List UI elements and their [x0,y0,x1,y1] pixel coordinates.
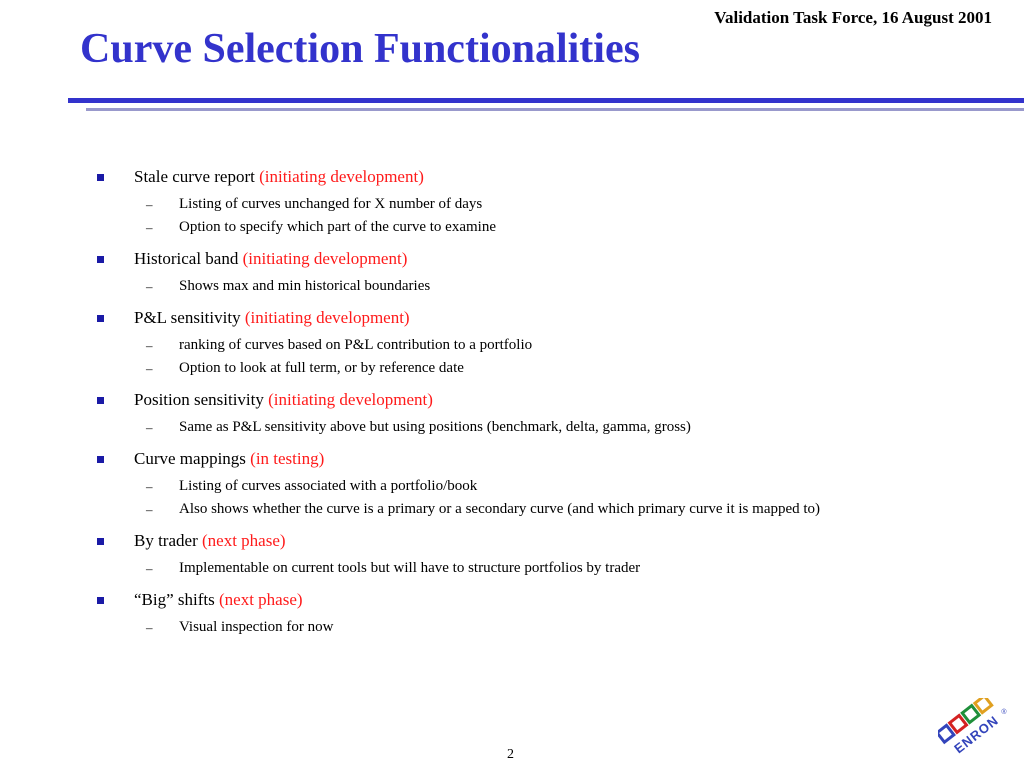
sub-bullet-item [134,216,984,239]
bullet-label: By trader [134,531,198,550]
sub-bullet-text: Listing of curves associated with a portfolio/book [179,478,478,494]
bullet-label: Stale curve report [134,167,255,186]
bullet-status: (initiating development) [268,390,433,409]
bullet-item [96,247,984,298]
logo-wordmark: ENRON [951,712,1002,757]
logo-registered-mark: ® [1001,709,1007,716]
dash-bullet-icon: – [146,420,153,435]
bullet-label: Position sensitivity [134,390,264,409]
sub-bullet-item [134,557,984,580]
sub-bullet-text: Option to specify which part of the curve to examine [179,219,496,235]
sub-bullet-text: Shows max and min historical boundaries [179,278,431,294]
sub-bullet-list [134,616,984,639]
bullet-line [134,247,984,271]
sub-bullet-list [134,557,984,580]
square-bullet-icon [97,456,104,463]
sub-bullet-list [134,416,984,439]
dash-bullet-icon: – [146,479,153,494]
bullet-item [96,529,984,580]
sub-bullet-text: Same as P&L sensitivity above but using positions (benchmark, delta, gamma, gross) [179,419,691,435]
sub-bullet-item [134,334,984,357]
sub-bullet-list [134,475,984,521]
sub-bullet-item [134,475,984,498]
sub-bullet-item [134,416,984,439]
bullet-item [96,165,984,239]
sub-bullet-text: Visual inspection for now [179,619,334,635]
bullet-item [96,447,984,521]
bullet-line [134,447,984,471]
sub-bullet-text: Also shows whether the curve is a primary or a secondary curve (and which primary curve it is mapped to) [179,501,821,517]
bullet-line [134,529,984,553]
square-bullet-icon [97,174,104,181]
dash-bullet-icon: – [146,279,153,294]
dash-bullet-icon: – [146,561,153,576]
bullet-label: Historical band [134,249,239,268]
bullet-label: P&L sensitivity [134,308,241,327]
sub-bullet-list [134,193,984,239]
sub-bullet-item [134,616,984,639]
sub-bullet-item [134,193,984,216]
dash-bullet-icon: – [146,220,153,235]
sub-bullet-text: Listing of curves unchanged for X number of days [179,196,483,212]
dash-bullet-icon: – [146,338,153,353]
bullet-status: (in testing) [250,449,325,468]
dash-bullet-icon: – [146,502,153,517]
bullet-list [96,165,984,647]
bullet-line [134,165,984,189]
title-rule-primary [68,98,1024,103]
slide-header-meta: Validation Task Force, 16 August 2001 [714,8,992,27]
bullet-line [134,388,984,412]
bullet-item [96,588,984,639]
bullet-status: (next phase) [219,590,303,609]
bullet-line [134,306,984,330]
bullet-status: (initiating development) [259,167,424,186]
square-bullet-icon [97,597,104,604]
bullet-status: (initiating development) [242,249,408,268]
sub-bullet-text: Implementable on current tools but will have to structure portfolios by trader [179,560,641,576]
sub-bullet-list [134,275,984,298]
sub-bullet-list [134,334,984,380]
bullet-line [134,588,984,612]
sub-bullet-item [134,275,984,298]
enron-logo-icon [938,698,1012,764]
bullet-item [96,388,984,439]
dash-bullet-icon: – [146,197,153,212]
square-bullet-icon [97,397,104,404]
bullet-status: (next phase) [201,531,286,550]
dash-bullet-icon: – [146,620,153,635]
sub-bullet-item [134,357,984,380]
bullet-label: Curve mappings [134,449,246,468]
sub-bullet-text: ranking of curves based on P&L contribution to a portfolio [179,337,533,353]
dash-bullet-icon: – [146,361,153,376]
sub-bullet-text: Option to look at full term, or by reference date [179,360,464,376]
bullet-item [96,306,984,380]
bullet-status: (initiating development) [244,308,410,327]
bullet-label: “Big” shifts [134,590,215,609]
square-bullet-icon [97,315,104,322]
square-bullet-icon [97,538,104,545]
slide-title: Curve Selection Functionalities [80,26,640,72]
sub-bullet-item [134,498,984,521]
square-bullet-icon [97,256,104,263]
page-number: 2 [507,747,514,762]
title-rule-secondary [86,108,1024,111]
